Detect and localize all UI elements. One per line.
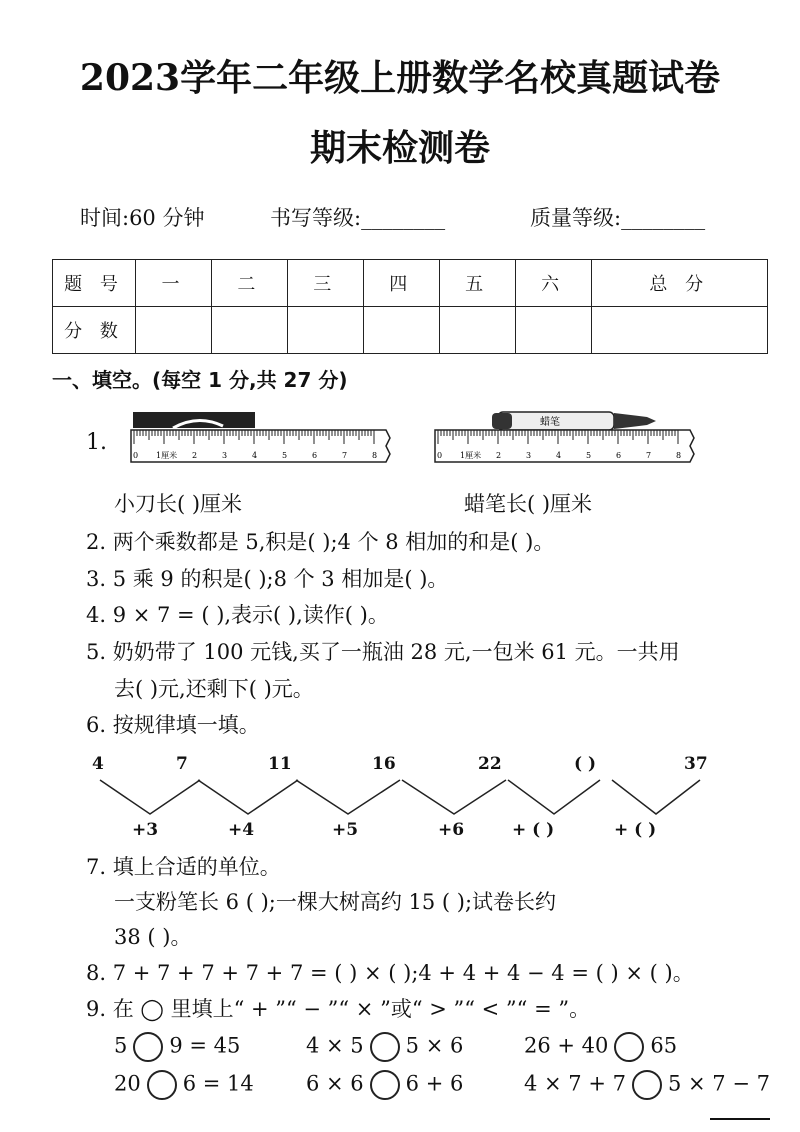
- page-divider: [710, 1118, 770, 1120]
- compare-right: 6 = 14: [182, 1071, 254, 1096]
- compare-left: 4 × 7 + 7: [524, 1071, 626, 1096]
- compare-item: [524, 1032, 677, 1062]
- ruler-tick-label: 7: [646, 451, 652, 460]
- question-7: 7. 填上合适的单位。: [86, 855, 281, 879]
- ruler-tick-label: 4: [556, 451, 562, 460]
- score-cell[interactable]: [211, 307, 287, 354]
- answer-circle[interactable]: [133, 1032, 163, 1062]
- score-cell[interactable]: [287, 307, 363, 354]
- score-table: [52, 259, 768, 354]
- knife-icon: [133, 412, 255, 428]
- score-row-label: 分 数: [53, 307, 136, 354]
- ruler-tick-label: 5: [282, 451, 288, 460]
- q1-number: 1.: [86, 430, 107, 455]
- ruler-tick-label: 6: [312, 451, 318, 460]
- ruler-tick-label: 6: [616, 451, 622, 460]
- answer-circle[interactable]: [147, 1070, 177, 1100]
- score-cell[interactable]: [515, 307, 591, 354]
- ruler-tick-label: 7: [342, 451, 348, 460]
- score-header-cell: 一: [136, 260, 212, 307]
- compare-left: 6 × 6: [306, 1071, 364, 1096]
- score-cell[interactable]: [439, 307, 515, 354]
- compare-item: [114, 1070, 254, 1100]
- sequence-operator-blank[interactable]: + ( ): [614, 820, 657, 840]
- compare-item: [114, 1032, 240, 1062]
- answer-circle[interactable]: [614, 1032, 644, 1062]
- question-7-line1: 一支粉笔长 6 ( );一棵大树高约 15 ( );试卷长约: [114, 890, 557, 914]
- compare-item: [306, 1032, 463, 1062]
- compare-right: 9 = 45: [169, 1033, 241, 1058]
- answer-circle[interactable]: [632, 1070, 662, 1100]
- compare-right: 65: [650, 1033, 678, 1058]
- quality-grade: 质量等级:________: [530, 206, 706, 230]
- crayon-icon: [492, 412, 656, 430]
- exam-subtitle: 期末检测卷: [309, 127, 490, 169]
- ruler-tick-label: 4: [252, 451, 258, 460]
- score-header-cell: 六: [515, 260, 591, 307]
- crayon-label: 蜡笔: [540, 417, 560, 428]
- sequence-blank[interactable]: ( ): [574, 754, 597, 774]
- sequence-number: 7: [176, 754, 188, 774]
- score-header-cell: 二: [211, 260, 287, 307]
- compare-right: 5 × 6: [405, 1033, 464, 1058]
- sequence-operator: +6: [438, 820, 465, 840]
- score-header-cell: 总 分: [591, 260, 767, 307]
- compare-right: 6 + 6: [405, 1071, 464, 1096]
- answer-circle[interactable]: [370, 1032, 400, 1062]
- sequence-number: 16: [372, 754, 396, 774]
- ruler-tick-label: 8: [372, 451, 378, 460]
- section-heading: 一、填空。(每空 1 分,共 27 分): [52, 368, 348, 392]
- compare-left: 20: [114, 1071, 141, 1096]
- score-header-cell: 四: [363, 260, 439, 307]
- exam-title: 2023学年二年级上册数学名校真题试卷: [79, 57, 721, 99]
- compare-right: 5 × 7 − 7: [667, 1071, 770, 1096]
- sequence-operator: +3: [132, 820, 159, 840]
- score-header-cell: 五: [439, 260, 515, 307]
- ruler-tick-label: 3: [222, 451, 228, 460]
- score-cell[interactable]: [591, 307, 767, 354]
- sequence-chevrons: [80, 774, 720, 818]
- ruler-tick-label: 5: [586, 451, 592, 460]
- ruler-tick-label: 3: [526, 451, 532, 460]
- ruler-tick-label: 0: [437, 451, 443, 460]
- question-3: 3. 5 乘 9 的积是( );8 个 3 相加是( )。: [86, 567, 449, 591]
- sequence-number: 22: [478, 754, 502, 774]
- sequence-operator: +4: [228, 820, 255, 840]
- ruler-unit-label: 1厘米: [460, 451, 482, 460]
- knife-ruler-figure: [128, 408, 403, 466]
- compare-left: 26 + 40: [524, 1033, 609, 1058]
- sequence-number: 37: [684, 754, 708, 774]
- q1-knife-answer: 小刀长( )厘米: [114, 492, 243, 516]
- question-5-line1: 5. 奶奶带了 100 元钱,买了一瓶油 28 元,一包米 61 元。一共用: [86, 640, 680, 664]
- crayon-ruler-figure: [432, 408, 707, 466]
- writing-grade: 书写等级:________: [270, 206, 446, 230]
- score-header-cell: 题 号: [53, 260, 136, 307]
- compare-left: 4 × 5: [306, 1033, 364, 1058]
- question-8: 8. 7 + 7 + 7 + 7 + 7 = ( ) × ( );4 + 4 + 4 − 4 = ( ) × ( )。: [86, 961, 694, 985]
- score-table-score-row: [53, 307, 768, 354]
- score-table-header-row: [53, 260, 768, 307]
- compare-left: 5: [114, 1033, 128, 1058]
- compare-item: [306, 1070, 463, 1100]
- sequence-number: 4: [92, 754, 104, 774]
- score-cell[interactable]: [136, 307, 212, 354]
- q1-crayon-answer: 蜡笔长( )厘米: [464, 492, 593, 516]
- ruler-unit-label: 1厘米: [156, 451, 178, 460]
- question-9: 9. 在 ◯ 里填上“ + ”“ − ”“ × ”或“ > ”“ < ”“ = ”。: [86, 997, 591, 1021]
- sequence-number: 11: [268, 754, 292, 774]
- compare-item: [524, 1070, 770, 1100]
- ruler-tick-label: 0: [133, 451, 139, 460]
- exam-time: 时间:60 分钟: [80, 206, 205, 230]
- question-6: 6. 按规律填一填。: [86, 713, 260, 737]
- sequence-operator: +5: [332, 820, 359, 840]
- question-4: 4. 9 × 7 = ( ),表示( ),读作( )。: [86, 603, 389, 627]
- ruler-tick-label: 2: [496, 451, 502, 460]
- question-2: 2. 两个乘数都是 5,积是( );4 个 8 相加的和是( )。: [86, 530, 555, 554]
- ruler-tick-label: 8: [676, 451, 682, 460]
- score-header-cell: 三: [287, 260, 363, 307]
- ruler-tick-label: 2: [192, 451, 198, 460]
- question-5-line2: 去( )元,还剩下( )元。: [114, 677, 314, 701]
- answer-circle[interactable]: [370, 1070, 400, 1100]
- sequence-operator-blank[interactable]: + ( ): [512, 820, 555, 840]
- score-cell[interactable]: [363, 307, 439, 354]
- question-7-line2: 38 ( )。: [114, 925, 192, 949]
